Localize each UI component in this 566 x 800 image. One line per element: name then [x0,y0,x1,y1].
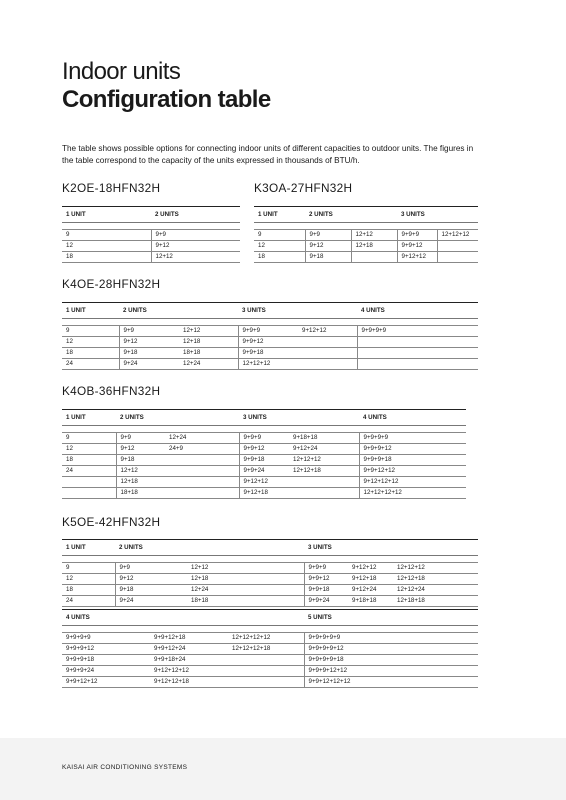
table-cell: 9+9+9+18 [62,655,150,666]
table-row [62,230,240,241]
table-row [62,433,466,444]
table-cell [228,677,304,688]
table-row [62,633,478,644]
table-header-row [62,540,478,556]
table-cell: 9+9+24 [239,466,289,477]
table-header-row [62,303,478,319]
table-cell: 12+12+18 [289,466,359,477]
table-cell: 12+12+12+12 [228,633,304,644]
table-cell: 9+12+18 [348,574,393,585]
table-header-row [62,610,478,626]
table-cell: 9+9 [305,230,351,241]
table-cell: 9+9+9+12+12 [304,666,478,677]
column-header: 3 UNITS [238,303,298,319]
config-table-k4ob [62,409,466,499]
table-row [62,337,478,348]
config-table-k2oe [62,206,240,263]
table-cell: 24 [62,466,116,477]
table-cell: 9+9+9 [397,230,437,241]
table-cell: 9+18 [115,585,187,596]
table-cell [62,477,116,488]
table-header-row [62,207,240,223]
table-cell: 12 [254,241,305,252]
model-title-k4oe: K4OE-28HFN32H [62,277,161,291]
column-header [150,610,228,626]
table-cell: 9+9+24 [304,596,348,607]
table-cell: 9 [62,326,119,337]
column-header [165,410,239,426]
table-row [62,488,466,499]
table-cell [357,337,478,348]
config-table-k5oe-4-5-units [62,609,478,688]
config-table-k4oe [62,302,478,370]
table-cell: 12+18 [116,477,165,488]
table-cell: 18+18 [179,348,238,359]
table-cell: 9+9+9+9+12 [304,644,478,655]
column-header [179,303,238,319]
footer-band [0,738,566,800]
table-cell [298,348,357,359]
table-cell: 9+24 [115,596,187,607]
table-row [62,444,466,455]
table-cell [357,348,478,359]
table-cell [228,666,304,677]
table-row [254,252,478,263]
table-cell: 12 [62,337,119,348]
table-cell: 24+9 [165,444,239,455]
table-row [62,655,478,666]
table-cell: 18 [62,348,119,359]
table-row [254,241,478,252]
table-row [62,574,478,585]
table-cell [351,252,397,263]
table-row [62,252,240,263]
table-cell: 9+12 [151,241,240,252]
intro-paragraph: The table shows possible options for connecting indoor units of different capacities to outdoor units. The figures in the table correspond to the capacity of the units expressed in thousands of BTU/h. [62,144,474,165]
table-row [254,230,478,241]
table-cell: 9+18+18 [348,596,393,607]
table-cell [289,488,359,499]
table-cell: 9 [254,230,305,241]
table-cell: 12 [62,574,115,585]
table-cell: 9+9 [119,326,179,337]
table-cell: 9+12+12+12 [150,666,228,677]
column-header [298,303,357,319]
table-cell: 9+12+12 [239,477,289,488]
column-header [437,207,478,223]
table-cell: 9+9+9 [304,563,348,574]
table-cell [357,359,478,370]
table-cell: 9+12+24 [348,585,393,596]
table-cell [298,359,357,370]
table-cell: 12+12+12 [238,359,298,370]
table-header-row [62,410,466,426]
table-cell: 9+9+9+18 [359,455,466,466]
table-row [62,563,478,574]
table-cell: 9+24 [119,359,179,370]
table-cell: 9+12 [119,337,179,348]
table-cell: 9+9+9+9+9 [304,633,478,644]
table-cell: 18 [62,585,115,596]
table-cell: 12+18 [179,337,238,348]
table-cell: 9+9+12+24 [150,644,228,655]
table-cell: 9+9+12+18 [150,633,228,644]
table-cell: 9+9 [116,433,165,444]
table-cell [165,477,239,488]
table-cell: 12+12+12 [437,230,478,241]
column-header: 2 UNITS [116,410,165,426]
table-cell: 9 [62,230,151,241]
table-cell: 9+9+18 [239,455,289,466]
table-cell: 18+18 [116,488,165,499]
table-cell [165,455,239,466]
table-cell: 12+12 [151,252,240,263]
model-title-k5oe: K5OE-42HFN32H [62,515,161,529]
table-cell: 9 [62,563,115,574]
table-cell: 12 [62,444,116,455]
column-header: 1 UNIT [62,410,116,426]
table-cell: 12+12+12+12 [359,488,466,499]
table-cell: 9+12+12 [298,326,357,337]
table-cell [437,241,478,252]
table-cell: 12+24 [187,585,304,596]
table-cell: 12+12 [351,230,397,241]
table-row [62,455,466,466]
table-cell: 9+18+18 [289,433,359,444]
table-header-row [254,207,478,223]
table-row [62,585,478,596]
table-cell: 18 [254,252,305,263]
config-table-k5oe [62,539,478,607]
table-row [62,477,466,488]
table-cell: 9+12+24 [289,444,359,455]
table-cell: 9+9 [151,230,240,241]
table-cell: 12+12 [187,563,304,574]
table-cell: 24 [62,359,119,370]
table-cell [298,337,357,348]
table-cell: 9+9+9+9+18 [304,655,478,666]
table-cell: 9+9+9+12 [62,644,150,655]
table-cell: 12+12+12 [289,455,359,466]
column-header: 3 UNITS [397,207,437,223]
table-cell: 9+9+9+9 [357,326,478,337]
table-cell: 9+9+18 [304,585,348,596]
table-row [62,348,478,359]
table-cell [62,488,116,499]
table-cell: 9+9+12 [397,241,437,252]
table-cell: 9+9+9 [239,433,289,444]
table-cell: 18 [62,455,116,466]
table-cell: 18 [62,252,151,263]
table-cell: 12+12+12+18 [228,644,304,655]
table-cell [437,252,478,263]
column-header: 1 UNIT [62,207,151,223]
page-title-bold: Configuration table [62,86,271,113]
column-header [187,540,304,556]
table-cell: 9+12+12 [348,563,393,574]
table-cell: 9+9+9+9 [62,633,150,644]
table-cell: 9+9+12 [239,444,289,455]
table-cell: 12+24 [165,433,239,444]
table-row [62,677,478,688]
table-cell: 9+9+12+12+12 [304,677,478,688]
table-cell: 9+9+18 [238,348,298,359]
table-cell: 9+12+12+18 [150,677,228,688]
table-cell: 12+12 [116,466,165,477]
table-row [62,359,478,370]
table-cell: 9+9+9+24 [62,666,150,677]
column-header: 1 UNIT [62,540,115,556]
table-row [62,596,478,607]
column-header: 2 UNITS [151,207,240,223]
column-header: 3 UNITS [304,540,348,556]
table-cell: 9 [62,433,116,444]
column-header: 4 UNITS [62,610,150,626]
table-cell: 9+9+9 [238,326,298,337]
table-cell: 12+18 [351,241,397,252]
table-cell: 12+18 [187,574,304,585]
table-cell: 12+12+24 [393,585,478,596]
column-header: 3 UNITS [239,410,289,426]
table-cell [165,488,239,499]
footer-brand: KAISAI AIR CONDITIONING SYSTEMS [62,764,188,771]
column-header: 4 UNITS [359,410,466,426]
table-cell: 9+12+12 [397,252,437,263]
table-cell [289,477,359,488]
column-header [351,207,397,223]
table-cell [228,655,304,666]
table-cell: 12+12 [179,326,238,337]
table-cell: 9+9 [115,563,187,574]
table-cell: 9+9+9+12 [359,444,466,455]
table-cell: 12 [62,241,151,252]
table-cell: 9+18 [116,455,165,466]
table-cell: 9+9+12 [238,337,298,348]
table-row [62,466,466,477]
model-title-k2oe: K2OE-18HFN32H [62,181,161,195]
column-header [348,540,393,556]
config-table-k3oa [254,206,478,263]
model-title-k4ob: K4OB-36HFN32H [62,384,161,398]
table-cell: 9+9+12+12 [359,466,466,477]
table-cell: 9+18 [119,348,179,359]
table-row [62,326,478,337]
table-cell [165,466,239,477]
column-header: 1 UNIT [254,207,305,223]
column-header [228,610,304,626]
column-header [289,410,359,426]
table-cell: 9+12 [305,241,351,252]
model-title-k3oa: K3OA-27HFN32H [254,181,353,195]
column-header: 2 UNITS [305,207,351,223]
table-cell: 9+12 [116,444,165,455]
table-cell: 12+24 [179,359,238,370]
column-header: 2 UNITS [119,303,179,319]
table-row [62,644,478,655]
column-header [393,540,478,556]
column-header: 5 UNITS [304,610,478,626]
table-cell: 9+12 [115,574,187,585]
page-title-light: Indoor units [62,58,181,85]
table-cell: 18+18 [187,596,304,607]
table-cell: 12+18+18 [393,596,478,607]
table-cell: 9+9+12 [304,574,348,585]
table-cell: 9+9+12+12 [62,677,150,688]
table-cell: 9+12+12+12 [359,477,466,488]
table-cell: 12+12+12 [393,563,478,574]
column-header: 1 UNIT [62,303,119,319]
table-cell: 9+9+9+9 [359,433,466,444]
table-row [62,241,240,252]
column-header: 4 UNITS [357,303,478,319]
table-cell: 9+18 [305,252,351,263]
table-cell: 12+12+18 [393,574,478,585]
column-header: 2 UNITS [115,540,187,556]
table-cell: 24 [62,596,115,607]
table-cell: 9+9+18+24 [150,655,228,666]
table-cell: 9+12+18 [239,488,289,499]
table-row [62,666,478,677]
